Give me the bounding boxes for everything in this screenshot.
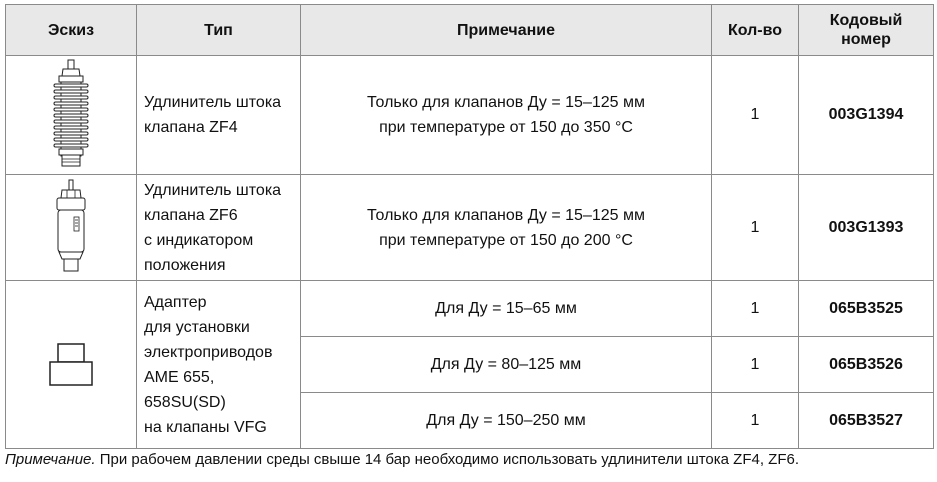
header-type: Тип [137, 5, 301, 56]
qty-cell: 1 [712, 337, 799, 393]
table-header-row [6, 5, 934, 56]
footnote-text: При рабочем давлении среды свыше 14 бар необходимо использовать удлинители штока ZF4, ZF6. [95, 451, 800, 468]
type-line: клапана ZF4 [144, 119, 238, 136]
code-cell: 065B3525 [799, 281, 934, 337]
note-line: при температуре от 150 до 350 °С [379, 119, 633, 136]
qty-cell: 1 [712, 393, 799, 449]
type-line: Адаптер [144, 293, 207, 311]
code-cell: 003G1393 [799, 175, 934, 281]
note-cell: Для Ду = 15–65 мм [301, 281, 712, 337]
table-row [6, 56, 934, 175]
stem-extender-zf6-icon [51, 179, 91, 277]
type-line: Удлинитель штока [144, 181, 282, 199]
type-line: для установки [144, 318, 250, 336]
spare-parts-table [5, 4, 934, 449]
code-cell: 065B3527 [799, 393, 934, 449]
table-row [6, 281, 934, 337]
type-line: клапана ZF6 [144, 206, 238, 224]
footnote-label: Примечание. [5, 451, 96, 468]
sketch-cell [6, 281, 137, 449]
sketch-cell [6, 56, 137, 175]
code-cell: 065B3526 [799, 337, 934, 393]
type-cell [137, 281, 301, 449]
table-row [6, 175, 934, 281]
type-cell [137, 56, 301, 175]
type-line: положения [144, 256, 226, 274]
type-line: электроприводов [144, 343, 273, 361]
header-code [799, 5, 934, 56]
note-cell [301, 56, 712, 175]
type-line: Удлинитель штока [144, 94, 282, 111]
code-cell: 003G1394 [799, 56, 934, 175]
footnote [5, 451, 799, 468]
note-cell: Для Ду = 150–250 мм [301, 393, 712, 449]
type-cell [137, 175, 301, 281]
type-line: на клапаны VFG [144, 418, 267, 436]
note-line: Только для клапанов Ду = 15–125 мм [367, 94, 645, 111]
stem-extender-zf4-icon [51, 59, 91, 171]
note-cell [301, 175, 712, 281]
qty-cell: 1 [712, 175, 799, 281]
sketch-cell [6, 175, 137, 281]
note-line: при температуре от 150 до 200 °С [379, 231, 633, 249]
note-line: Только для клапанов Ду = 15–125 мм [367, 206, 645, 224]
header-sketch: Эскиз [6, 5, 137, 56]
qty-cell: 1 [712, 56, 799, 175]
adapter-icon [48, 342, 94, 388]
qty-cell: 1 [712, 281, 799, 337]
type-line: с индикатором [144, 231, 254, 249]
header-qty: Кол-во [712, 5, 799, 56]
type-line: AME 655, 658SU(SD) [144, 368, 226, 411]
header-note: Примечание [301, 5, 712, 56]
header-code-line1: Кодовый [829, 12, 903, 29]
note-cell: Для Ду = 80–125 мм [301, 337, 712, 393]
header-code-line2: номер [841, 31, 891, 48]
